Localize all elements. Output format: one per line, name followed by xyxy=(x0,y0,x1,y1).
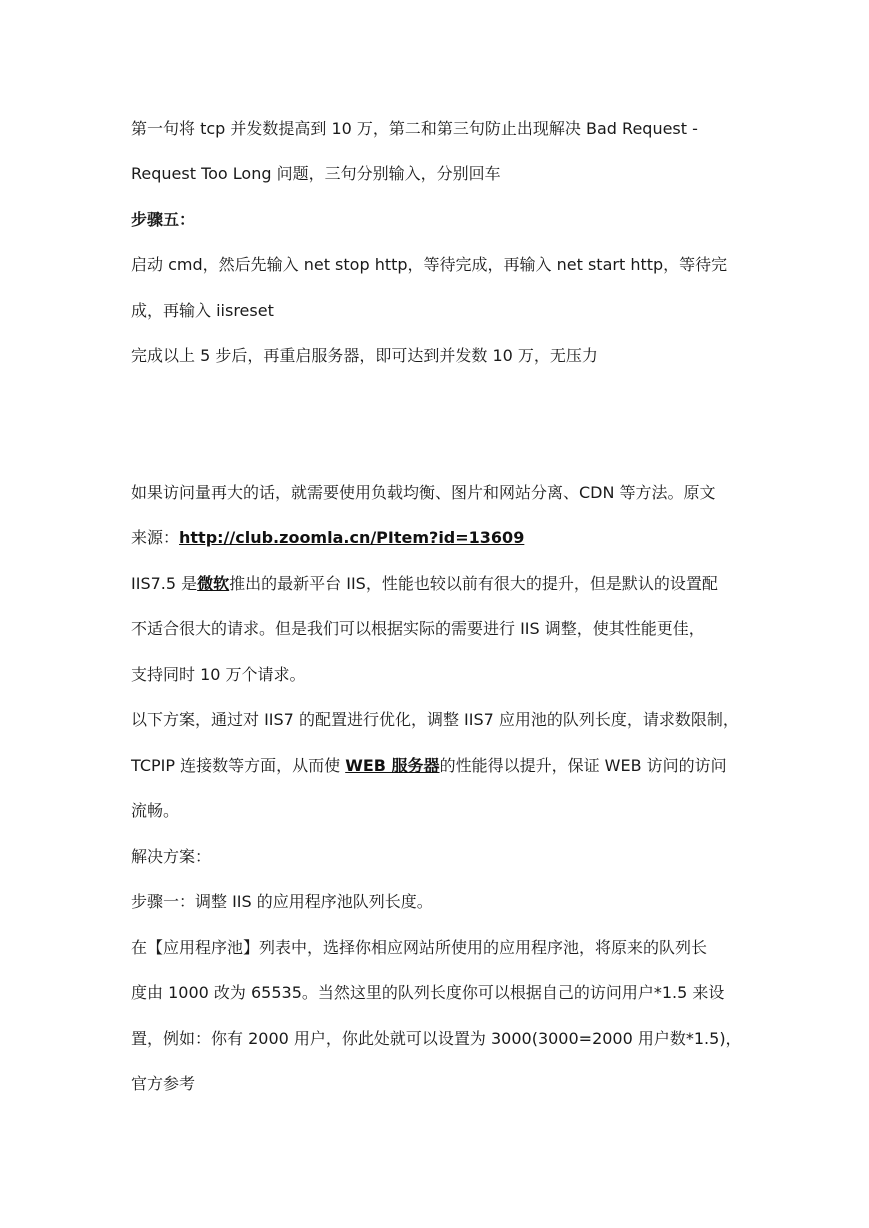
web-server-link[interactable]: WEB 服务器 xyxy=(345,756,440,775)
summary-line: 完成以上 5 步后，再重启服务器，即可达到并发数 10 万，无压力 xyxy=(131,346,598,365)
step-five-heading: 步骤五： xyxy=(131,210,196,229)
paragraph-line: 成，再输入 iisreset xyxy=(131,301,274,320)
paragraph-line: 流畅。 xyxy=(131,801,180,820)
paragraph-line: 不适合很大的请求。但是我们可以根据实际的需要进行 IIS 调整，使其性能更佳， xyxy=(131,619,705,638)
paragraph-line: 如果访问量再大的话，就需要使用负载均衡、图片和网站分离、CDN 等方法。原文 xyxy=(131,483,716,502)
source-label: 来源： xyxy=(131,528,180,547)
text-fragment: TCPIP 连接数等方面，从而使 xyxy=(131,756,346,775)
source-link[interactable]: http://club.zoomla.cn/PItem?id=13609 xyxy=(179,528,525,547)
microsoft-link[interactable]: 微软 xyxy=(197,574,230,593)
paragraph-line xyxy=(131,572,743,596)
text-fragment: 的性能得以提升，保证 WEB 访问的访问 xyxy=(439,756,727,775)
paragraph-line: 官方参考 xyxy=(131,1074,196,1093)
paragraph-line: 在【应用程序池】列表中，选择你相应网站所使用的应用程序池，将原来的队列长 xyxy=(131,938,708,957)
paragraph-line: 启动 cmd，然后先输入 net stop http，等待完成，再输入 net start http，等待完 xyxy=(131,255,728,274)
paragraph-line: 置，例如：你有 2000 用户，你此处就可以设置为 3000(3000=2000 用户数*1.5)， xyxy=(131,1029,742,1048)
paragraph-line: Request Too Long 问题，三句分别输入，分别回车 xyxy=(131,164,501,183)
paragraph-line: 以下方案，通过对 IIS7 的配置进行优化，调整 IIS7 应用池的队列长度，请求数限制， xyxy=(131,710,739,729)
solution-heading: 解决方案： xyxy=(131,847,212,866)
step-one-heading: 步骤一：调整 IIS 的应用程序池队列长度。 xyxy=(131,892,433,911)
text-fragment: 推出的最新平台 IIS，性能也较以前有很大的提升，但是默认的设置配 xyxy=(229,574,718,593)
paragraph-line: 支持同时 10 万个请求。 xyxy=(131,665,306,684)
paragraph-line xyxy=(131,754,743,778)
paragraph-line: 度由 1000 改为 65535。当然这里的队列长度你可以根据自己的访问用户*1.5 来设 xyxy=(131,983,725,1002)
text-fragment: IIS7.5 是 xyxy=(131,574,198,593)
source-line xyxy=(131,526,743,550)
paragraph-line: 第一句将 tcp 并发数提高到 10 万，第二和第三句防止出现解决 Bad Request - xyxy=(131,119,698,138)
